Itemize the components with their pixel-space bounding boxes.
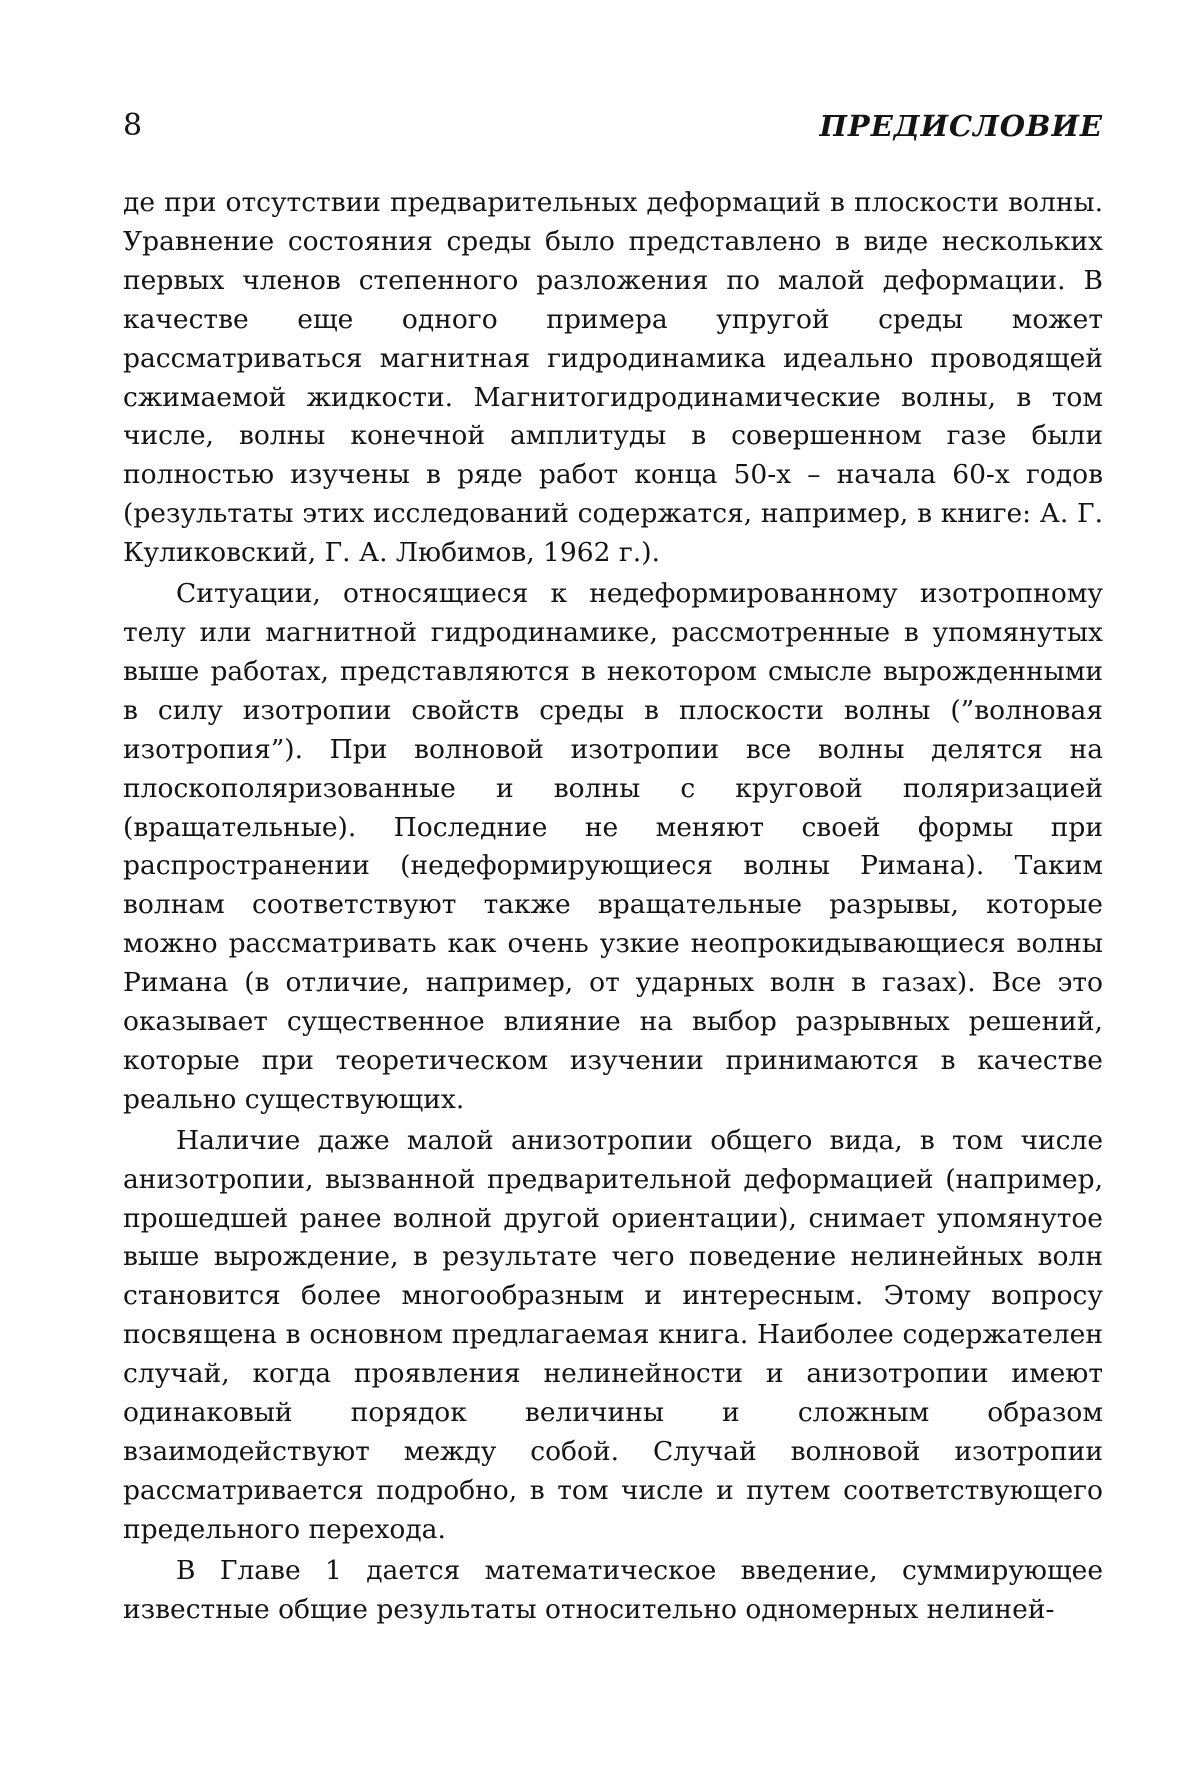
paragraph-continuation: де при отсутствии предварительных деформаций в плоскости волны. Уравнение состояния среды было представлено в виде нескольких первых членов степенного разложения по малой деформации. В качестве еще одного примера упругой среды может рассматриваться магнитная гидродинамика идеально проводящей сжимаемой жидкости. Магнитогидродинамические волны, в том числе, волны конечной амплитуды в совершенном газе были полностью изучены в ряде работ конца 50-х – начала 60-х годов (результаты этих исследований содержатся, например, в книге: А. Г. Куликовский, Г. А. Любимов, 1962 г.).	[123, 187, 1103, 569]
paragraph: Наличие даже малой анизотропии общего вида, в том числе анизотропии, вызванной предварительной деформацией (например, прошедшей ранее волной другой ориентации), снимает упомянутое выше вырождение, в результате чего поведение нелинейных волн становится более многообразным и интересным. Этому вопросу посвящена в основном предлагаемая книга. Наиболее содержателен случай, когда проявления нелинейности и анизотропии имеют одинаковый порядок величины и сложным образом взаимодействуют между собой. Случай волновой изотропии рассматривается подробно, в том числе и путем соответствующего предельного перехода.	[123, 1124, 1103, 1545]
chapter-title: ПРЕДИСЛОВИЕ	[819, 109, 1103, 143]
paragraph: В Главе 1 дается математическое введение, суммирующее известные общие результаты относительно одномерных нелиней-	[123, 1554, 1103, 1625]
running-head	[123, 108, 1103, 148]
book-page	[123, 108, 1103, 1630]
body-text	[123, 184, 1103, 1630]
page-number: 8	[123, 108, 143, 143]
paragraph: Ситуации, относящиеся к недеформированному изотропному телу или магнитной гидродинамике, рассмотренные в упомянутых выше работах, представляются в некотором смысле вырожденными в силу изотропии свойств среды в плоскости волны (”волновая изотропия”). При волновой изотропии все волны делятся на плоскополяризованные и волны с круговой поляризацией (вращательные). Последние не меняют своей формы при распространении (недеформирующиеся волны Римана). Таким волнам соответствуют также вращательные разрывы, которые можно рассматривать как очень узкие неопрокидывающиеся волны Римана (в отличие, например, от ударных волн в газах). Все это оказывает существенное влияние на выбор разрывных решений, которые при теоретическом изучении принимаются в качестве реально существующих.	[123, 578, 1103, 1115]
